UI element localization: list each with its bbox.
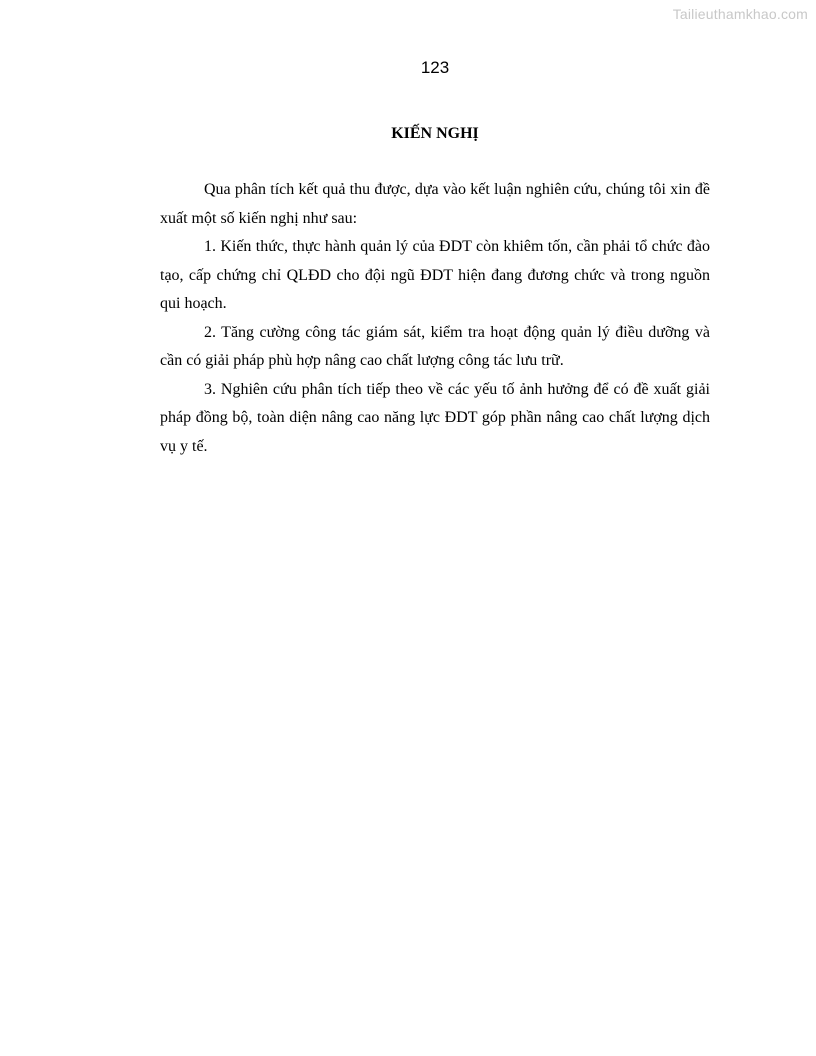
watermark: Tailieuthamkhao.com [672,6,808,22]
page-number: 123 [420,58,450,77]
recommendation-2: 2. Tăng cường công tác giám sát, kiểm tra hoạt động quản lý điều dưỡng và cần có giải pháp phù hợp nâng cao chất lượng công tác lưu trữ. [160,323,710,369]
body-text [160,176,710,461]
recommendation-3: 3. Nghiên cứu phân tích tiếp theo về các yếu tố ảnh hưởng để có đề xuất giải pháp đồng bộ, toàn diện nâng cao năng lực ĐDT góp phần nâng cao chất lượng dịch vụ y tế. [160,380,710,455]
intro-paragraph: Qua phân tích kết quả thu được, dựa vào kết luận nghiên cứu, chúng tôi xin đề xuất một số kiến nghị như sau: [160,181,710,227]
recommendation-1: 1. Kiến thức, thực hành quản lý của ĐDT còn khiêm tốn, cần phải tổ chức đào tạo, cấp chứng chỉ QLĐD cho đội ngũ ĐDT hiện đang đương chức và trong nguồn qui hoạch. [160,238,710,312]
section-heading: KIẾN NGHỊ [391,125,479,142]
